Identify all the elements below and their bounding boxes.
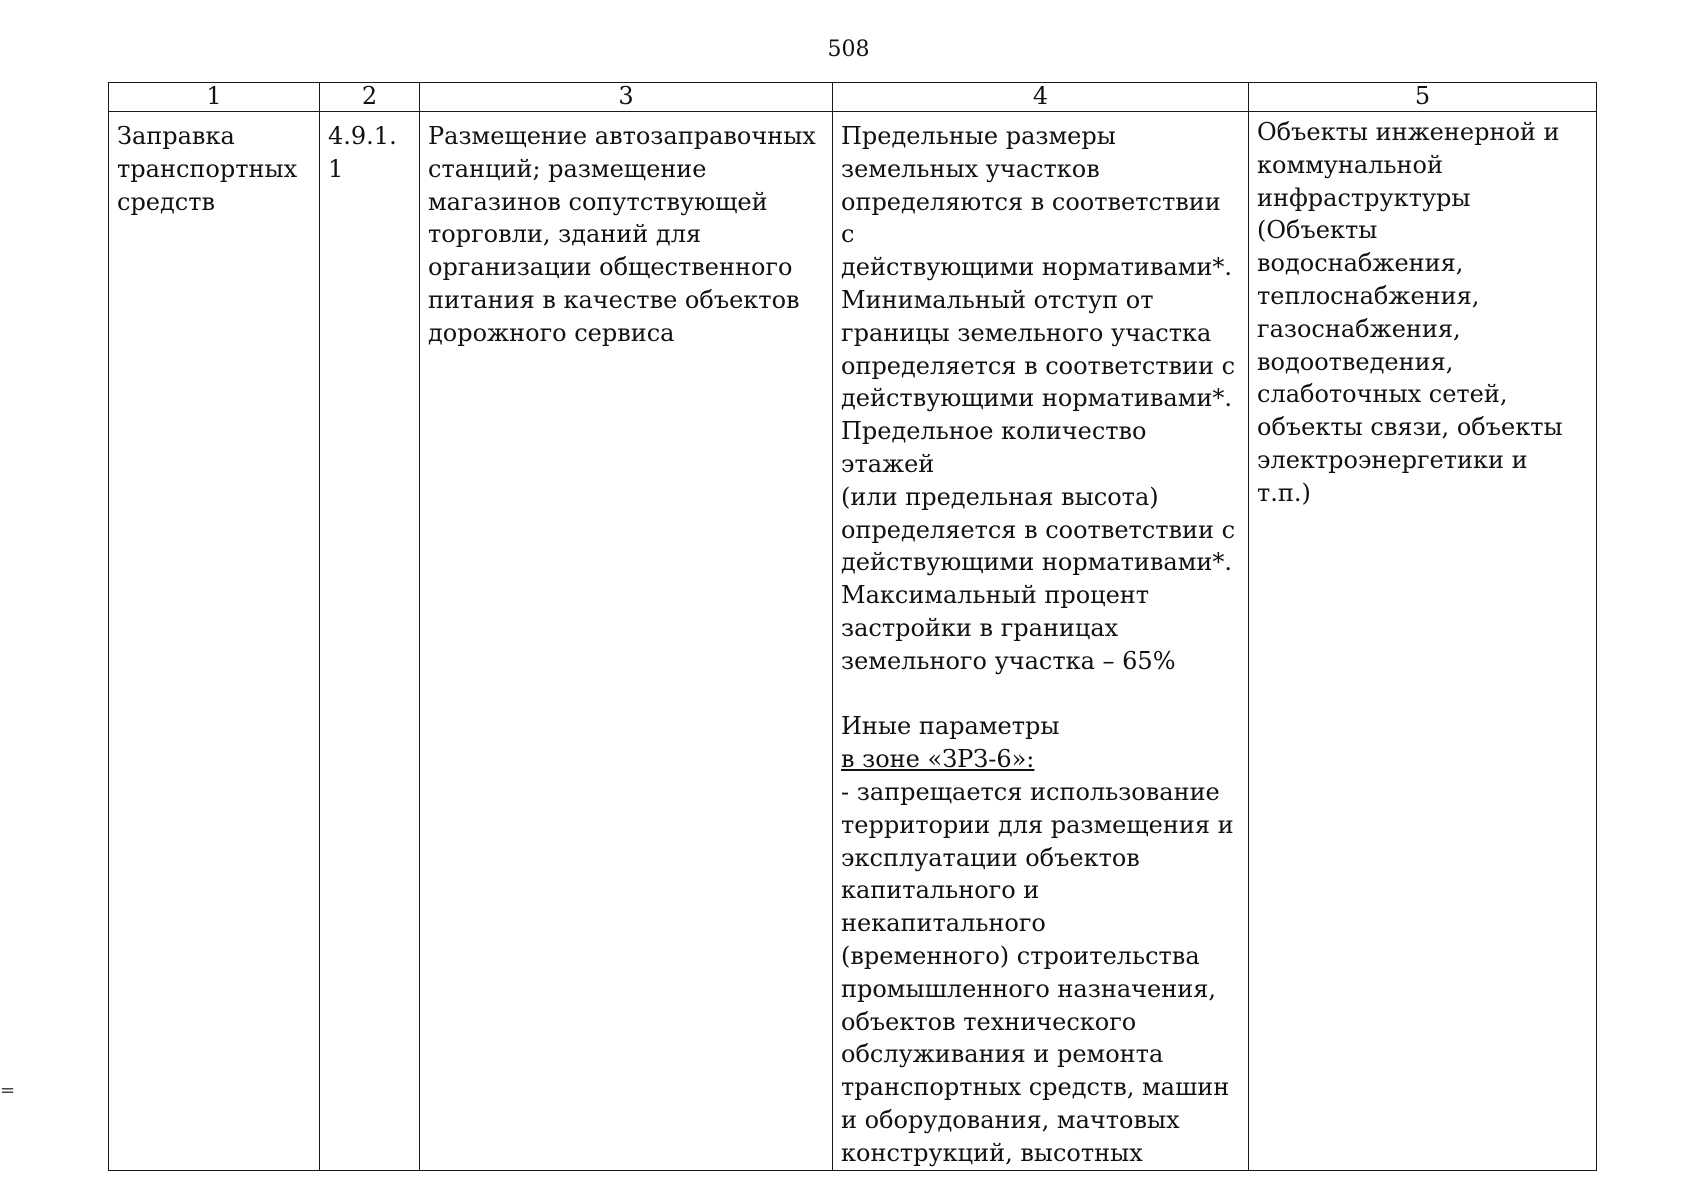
parameter-line: действующими нормативами*. — [841, 384, 1232, 413]
margin-mark: = — [0, 1080, 16, 1101]
parameter-line: застройки в границах — [841, 613, 1119, 642]
auxiliary-line: Объекты инженерной и — [1257, 118, 1560, 146]
header-col-3: 3 — [420, 83, 833, 112]
auxiliary-line: газоснабжения, — [1257, 314, 1461, 343]
restriction-line: капитального и некапитального — [841, 876, 1046, 938]
description-line: Размещение автозаправочных — [428, 122, 816, 150]
parameter-line: земельных участков — [841, 154, 1100, 183]
restriction-line: и оборудования, мачтовых — [841, 1105, 1180, 1134]
header-row — [109, 83, 1597, 112]
description-line: дорожного сервиса — [428, 318, 675, 347]
parameter-line: определяется в соответствии с — [841, 351, 1236, 380]
parameter-line: (или предельная высота) — [841, 482, 1159, 511]
cell-use-type-name — [109, 112, 320, 1171]
auxiliary-line: слаботочных сетей, — [1257, 380, 1508, 409]
cell-use-type-code — [320, 112, 420, 1171]
spacer — [841, 678, 1240, 711]
parameter-line: границы земельного участка — [841, 318, 1212, 347]
zone-heading-text: в зоне «ЗРЗ-6»: — [841, 745, 1035, 774]
restriction-line: транспортных средств, машин — [841, 1073, 1230, 1102]
parameter-line: действующими нормативами*. — [841, 253, 1232, 282]
auxiliary-line: электроэнергетики и т.п.) — [1257, 445, 1528, 507]
description-line: станций; размещение — [428, 154, 707, 183]
code-line: 4.9.1. — [328, 122, 397, 150]
auxiliary-line: коммунальной — [1257, 150, 1443, 179]
code-line: 1 — [328, 154, 344, 183]
parameter-line: Минимальный отступ от — [841, 285, 1154, 314]
other-parameters-heading: Иные параметры — [841, 712, 1060, 741]
restriction-line: обслуживания и ремонта — [841, 1040, 1164, 1069]
auxiliary-line: водоотведения, — [1257, 347, 1454, 376]
zoning-table — [108, 82, 1597, 1171]
description-line: торговли, зданий для — [428, 220, 702, 249]
auxiliary-line: инфраструктуры (Объекты — [1257, 183, 1471, 245]
parameter-line: Предельное количество этажей — [841, 417, 1147, 478]
cell-use-description — [420, 112, 833, 1171]
parameter-line: Предельные размеры — [841, 122, 1116, 150]
auxiliary-line: водоснабжения, — [1257, 249, 1464, 278]
zone-heading — [841, 743, 1240, 776]
use-type-line: транспортных — [117, 154, 298, 183]
header-col-4: 4 — [833, 83, 1249, 112]
description-line: магазинов сопутствующей — [428, 187, 768, 216]
restriction-line: объектов технического — [841, 1007, 1137, 1036]
parameter-line: действующими нормативами*. — [841, 548, 1232, 577]
restriction-line: конструкций, высотных — [841, 1138, 1143, 1167]
auxiliary-line: теплоснабжения, — [1257, 281, 1480, 310]
parameter-line: определяются в соответствии с — [841, 187, 1221, 249]
header-col-5: 5 — [1249, 83, 1597, 112]
header-col-1: 1 — [109, 83, 320, 112]
description-line: питания в качестве объектов — [428, 285, 800, 314]
use-type-line: Заправка — [117, 122, 235, 150]
page-number: 508 — [827, 37, 870, 62]
restriction-line: (временного) строительства — [841, 941, 1200, 970]
cell-parameters — [833, 112, 1249, 1171]
cell-auxiliary-uses — [1249, 112, 1597, 1171]
restriction-line: территории для размещения и — [841, 810, 1234, 839]
restriction-line: промышленного назначения, — [841, 974, 1216, 1003]
table-row — [109, 112, 1597, 1171]
auxiliary-line: объекты связи, объекты — [1257, 413, 1563, 442]
use-type-line: средств — [117, 187, 216, 216]
header-col-2: 2 — [320, 83, 420, 112]
restriction-line: - запрещается использование — [841, 777, 1220, 806]
description-line: организации общественного — [428, 253, 793, 282]
parameter-line: определяется в соответствии с — [841, 515, 1236, 544]
restriction-line: эксплуатации объектов — [841, 843, 1140, 872]
parameter-line: земельного участка – 65% — [841, 646, 1176, 675]
parameter-line: Максимальный процент — [841, 581, 1150, 610]
